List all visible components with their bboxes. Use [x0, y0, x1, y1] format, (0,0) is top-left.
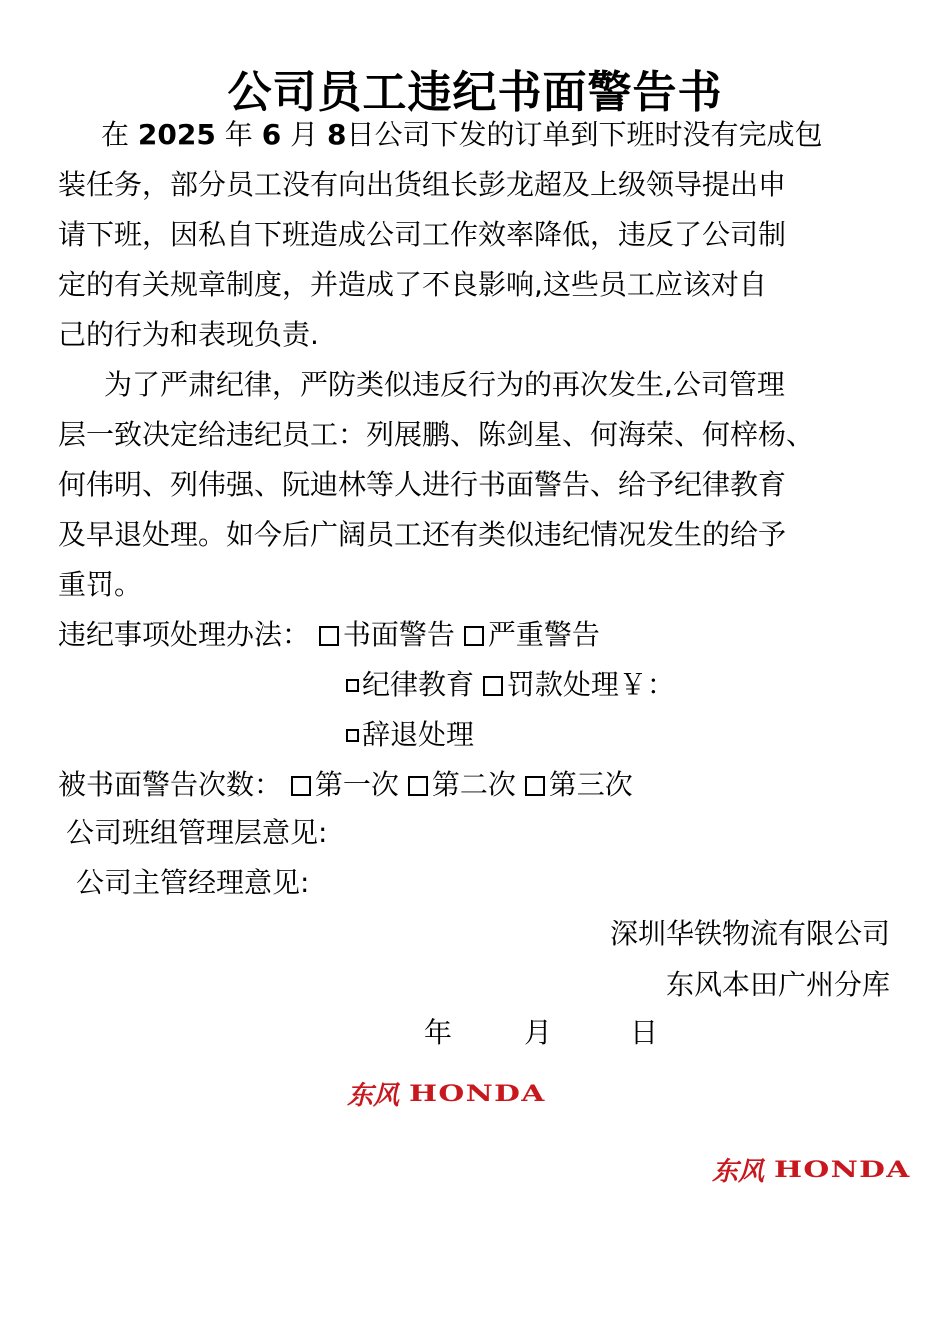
- manager-opinion-label: 公司主管经理意见:: [76, 866, 310, 899]
- option-fine: 罚款处理￥：: [506, 668, 675, 701]
- company-name: 深圳华铁物流有限公司: [609, 917, 890, 950]
- team-opinion-label: 公司班组管理层意见:: [66, 816, 328, 849]
- option-written-warning: 书面警告: [342, 618, 455, 651]
- checkbox-discipline-education[interactable]: [346, 679, 359, 692]
- checkbox-dismissal[interactable]: [346, 729, 359, 742]
- dongfeng-honda-logo-2: [712, 1151, 911, 1188]
- date-year-number: 2025: [137, 118, 216, 151]
- honda-wordmark: HONDA: [409, 1080, 546, 1107]
- methods-label: 违纪事项处理办法：: [58, 618, 311, 651]
- document-title: 公司员工违纪书面警告书: [227, 67, 723, 118]
- date-month-number: 6: [261, 118, 282, 151]
- option-first-time: 第一次: [314, 768, 399, 801]
- dongfeng-wordmark-2: 东风: [712, 1157, 765, 1187]
- date-month: 月: [524, 1016, 553, 1049]
- checkbox-serious-warning[interactable]: [464, 626, 484, 646]
- warning-count-label: 被书面警告次数：: [58, 768, 283, 801]
- para1-line2: 装任务，部分员工没有向出货组长彭龙超及上级领导提出申: [58, 168, 787, 201]
- para1-line4: 定的有关规章制度，并造成了不良影响,这些员工应该对自: [58, 268, 767, 301]
- para2-line2: 层一致决定给违纪员工：列展鹏、陈剑星、何海荣、何梓杨、: [58, 418, 815, 451]
- branch-name: 东风本田广州分库: [665, 968, 890, 1001]
- para1-year-unit: 年: [224, 118, 253, 151]
- checkbox-written-warning[interactable]: [319, 626, 339, 646]
- methods-row3: [346, 718, 474, 752]
- date-year: 年: [424, 1016, 453, 1049]
- option-third-time: 第三次: [548, 768, 633, 801]
- para1-line3: 请下班，因私自下班造成公司工作效率降低，违反了公司制: [58, 218, 787, 251]
- methods-row2: [346, 668, 675, 702]
- option-discipline-education: 纪律教育: [362, 668, 475, 701]
- para2-line4: 及早退处理。如今后广阔员工还有类似违纪情况发生的给予: [58, 518, 787, 551]
- date-day-number: 8: [327, 118, 347, 151]
- methods-row1: [58, 618, 600, 652]
- para1-pre: 在: [101, 118, 130, 151]
- option-second-time: 第二次: [431, 768, 516, 801]
- para1-line1: [101, 118, 823, 152]
- date-day: 日: [630, 1016, 659, 1049]
- checkbox-fine[interactable]: [483, 676, 503, 696]
- warning-count-row: [58, 768, 633, 802]
- para2-line3: 何伟明、列伟强、阮迪林等人进行书面警告、给予纪律教育: [58, 468, 787, 501]
- dongfeng-wordmark: 东风: [347, 1081, 400, 1111]
- para1-line5: 己的行为和表现负责.: [58, 318, 319, 351]
- checkbox-first-time[interactable]: [291, 776, 311, 796]
- dongfeng-honda-logo: [347, 1075, 546, 1112]
- para1-line1-rest: 日公司下发的订单到下班时没有完成包: [346, 118, 823, 151]
- checkbox-third-time[interactable]: [525, 776, 545, 796]
- honda-wordmark-2: HONDA: [774, 1156, 911, 1183]
- option-serious-warning: 严重警告: [487, 618, 600, 651]
- para1-month-unit: 月: [290, 118, 319, 151]
- para2-line5: 重罚。: [58, 568, 143, 601]
- para2-line1: 为了严肃纪律，严防类似违反行为的再次发生,公司管理: [104, 368, 785, 401]
- option-dismissal: 辞退处理: [362, 718, 475, 751]
- checkbox-second-time[interactable]: [408, 776, 428, 796]
